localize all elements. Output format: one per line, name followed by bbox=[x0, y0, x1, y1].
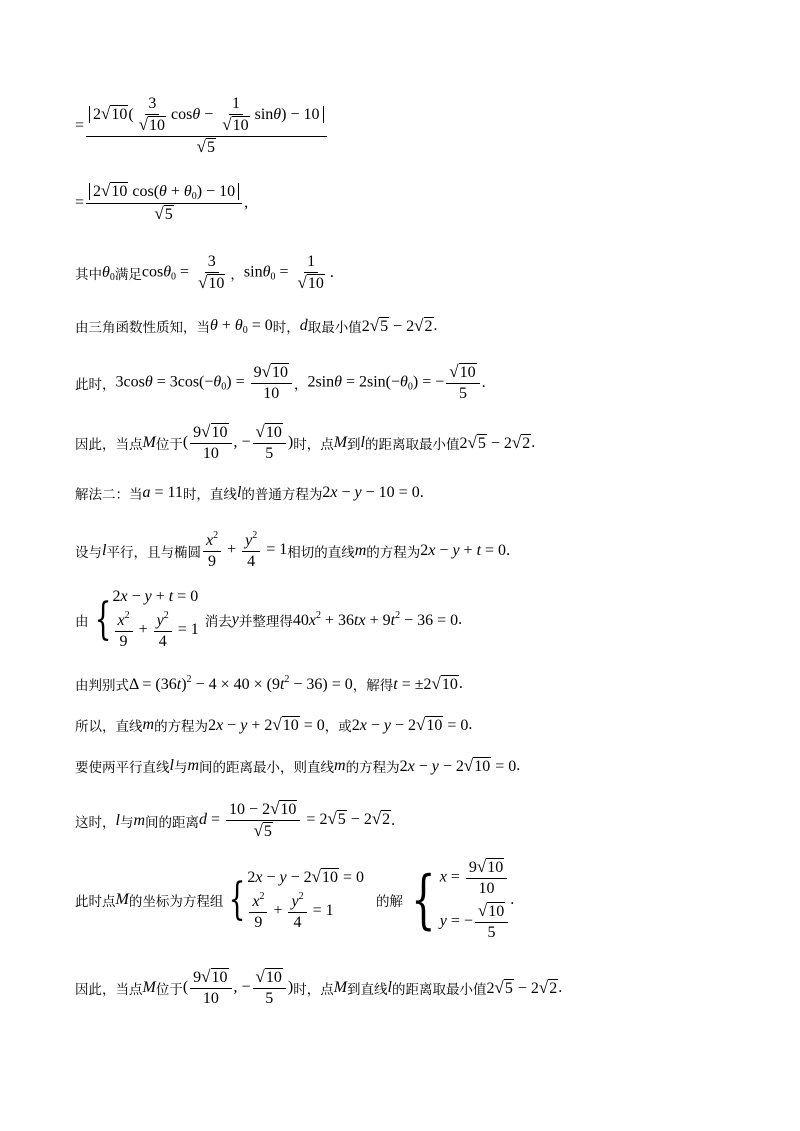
fraction-main: 2 √ 10 $\cos(\theta + \theta_0) - 10$ √ 5 bbox=[86, 182, 242, 224]
text-line-8: 设与 l 平行，且与椭圆 $\frac{x^2}{9}$ + $\frac{y^2}{4}$ = 1 相切的直线 m 的方程为 2x − y + t = 0 . bbox=[75, 530, 511, 570]
equation-line-2: = 2 √ 10 $\cos(\theta + \theta_0) - 10$ √ 5 , bbox=[75, 181, 249, 223]
text-line-6: 因此，当点 M 位于 ( 9 √ 10 10 , − √ 10 5 ) 时，点 M 到 l 的距离取最小值 2 √ 5 − 2 √ 2 . bbox=[75, 422, 536, 462]
equation-line-1 bbox=[75, 95, 329, 157]
equals-sign: = bbox=[75, 117, 85, 134]
text-line-4: 由三角函数性质知，当 $\theta + \theta_0 = 0$ 时， d 取最小值 2 √ 5 − 2 √ 2 . bbox=[75, 315, 438, 336]
text-line-14: 此时点 M 的坐标为方程组 { 2x − y − 2 √ 10 = 0 $\frac{x^2}{9}$ + $\frac{y^2}{4}$ = 1 的解 { x = 9 √ 10 10 y = − √ 10 5 . bbox=[75, 857, 515, 941]
text-line-9: 由 { 2x − y + t = 0 $\frac{x^2}{9}$ + $\frac{y^2}{4}$ = 1 消去 y 并整理得 $40x^2 + 36tx + 9t^2 - 36 = 0$ . bbox=[75, 588, 463, 650]
equation-system: 2x − y + t = 0 $\frac{x^2}{9}$ + $\frac{y^2}{4}$ = 1 bbox=[112, 588, 199, 650]
text-line-3: 其中 $\theta_0$ 满足 cosθ$_0$ = 3 √ 10 ， sinθ$_0$ = 1 √ 10 . bbox=[75, 253, 334, 292]
text-line-15: 因此，当点 M 位于 ( 9 √ 10 10 , − √ 10 5 ) 时，点 M 到直线 l 的距离取最小值 2 √ 5 − 2 √ 2 . bbox=[75, 967, 563, 1007]
text-line-11: 所以，直线 m 的方程为 2x − y + 2 √ 10 = 0 ，或 2x − y − 2 √ 10 = 0 . bbox=[75, 714, 473, 735]
text-line-7: 解法二：当 a = 11 时，直线 l 的普通方程为 2x − y − 10 = 0 . bbox=[75, 484, 424, 503]
equation-system: 2x − y − 2 √ 10 = 0 $\frac{x^2}{9}$ + $\frac{y^2}{4}$ = 1 bbox=[247, 867, 364, 931]
text-line-5: 此时， $3\cos\theta = 3\cos(-\theta_0)$ = 9 √ 10 10 ， $2\sin\theta = 2\sin(-\theta_0)$ = − √ 10 5 . bbox=[75, 362, 486, 402]
equals-sign: = bbox=[75, 194, 85, 211]
text-line-12: 要使两平行直线 l 与 m 间的距离最小，则直线 m 的方程为 2x − y − 2 √ 10 = 0 . bbox=[75, 755, 521, 776]
text-line-13: 这时， l 与 m 间的距离 d = 10 − 2 √ 10 √ 5 = 2 √ 5 − 2 √ 2 . bbox=[75, 799, 396, 840]
solution-system: x = 9 √ 10 10 y = − √ 10 5 bbox=[440, 858, 511, 942]
fraction-main: 2 √ 10 ( 3 √ 10 cosθ − 1 √ 10 sinθ) − 10 √ 5 bbox=[86, 95, 326, 157]
text-line-10: 由判别式 $\Delta = (36t)^2 - 4 \times 40 \times (9t^2 - 36) = 0$ ，解得 t = ±2 √ 10 . bbox=[75, 673, 463, 694]
